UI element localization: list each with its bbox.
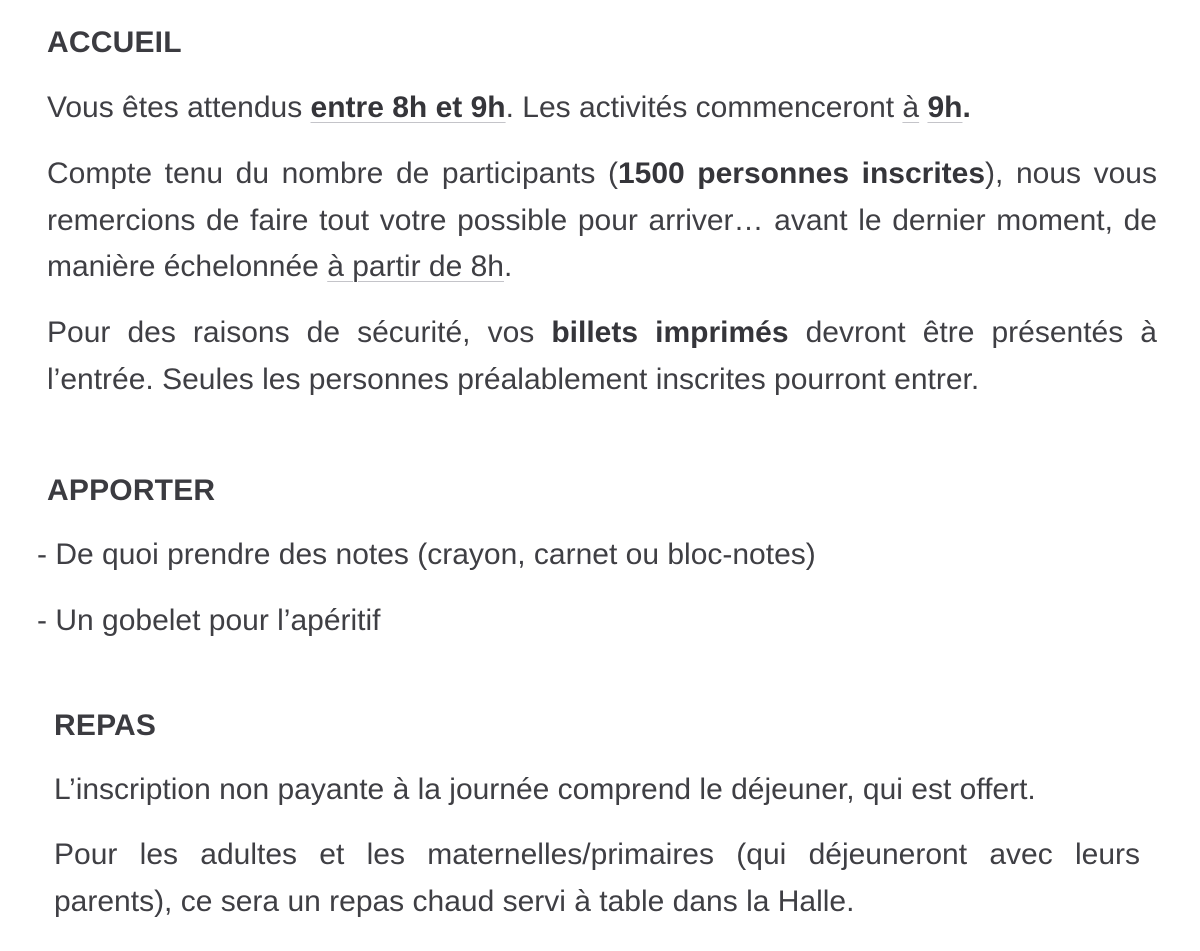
text-span: Vous êtes attendus <box>47 91 311 124</box>
section-heading-repas: REPAS <box>54 709 157 742</box>
text-span: Compte tenu du nombre de participants ( <box>47 157 618 190</box>
emphasis-start-time: 9h <box>927 91 963 124</box>
list-item: - Un gobelet pour l’apéritif <box>37 604 381 637</box>
emphasis-participant-count: 1500 personnes inscrites <box>617 157 986 190</box>
emphasis-arrival-window: entre 8h et 9h <box>310 91 506 124</box>
repas-paragraph-meal: Pour les adultes et les maternelles/primaires (qui déjeuneront avec leurs parents), ce sera un repas chaud servi à table dans la Halle. <box>54 838 1140 918</box>
accueil-paragraph-participants <box>47 151 1157 291</box>
underlined-from-8h: à partir de 8h <box>327 250 504 283</box>
accueil-paragraph-security <box>47 310 1157 403</box>
repas-paragraph-lunch: L’inscription non payante à la journée comprend le déjeuner, qui est offert. <box>54 773 1036 806</box>
text-span: Pour des raisons de sécurité, vos <box>47 316 552 349</box>
section-heading-apporter: APPORTER <box>47 474 216 507</box>
emphasis-period: . <box>962 91 971 124</box>
accueil-paragraph-arrival <box>47 85 1157 132</box>
emphasis-printed-tickets: billets imprimés <box>551 316 789 349</box>
section-heading-accueil: ACCUEIL <box>47 26 182 59</box>
text-span: . Les activités commenceront <box>505 91 903 124</box>
text-span: . <box>503 250 513 283</box>
text-span: ), nous vous remercions de faire tout votre possible pour arriver… avant le dernier moment, de manière échelonnée <box>47 157 1157 283</box>
underlined-a: à <box>902 91 920 124</box>
list-item: - De quoi prendre des notes (crayon, carnet ou bloc-notes) <box>37 538 816 571</box>
text-span: devront être présentés à l’entrée. Seules les personnes préalablement inscrites pourront entrer. <box>47 316 1157 396</box>
